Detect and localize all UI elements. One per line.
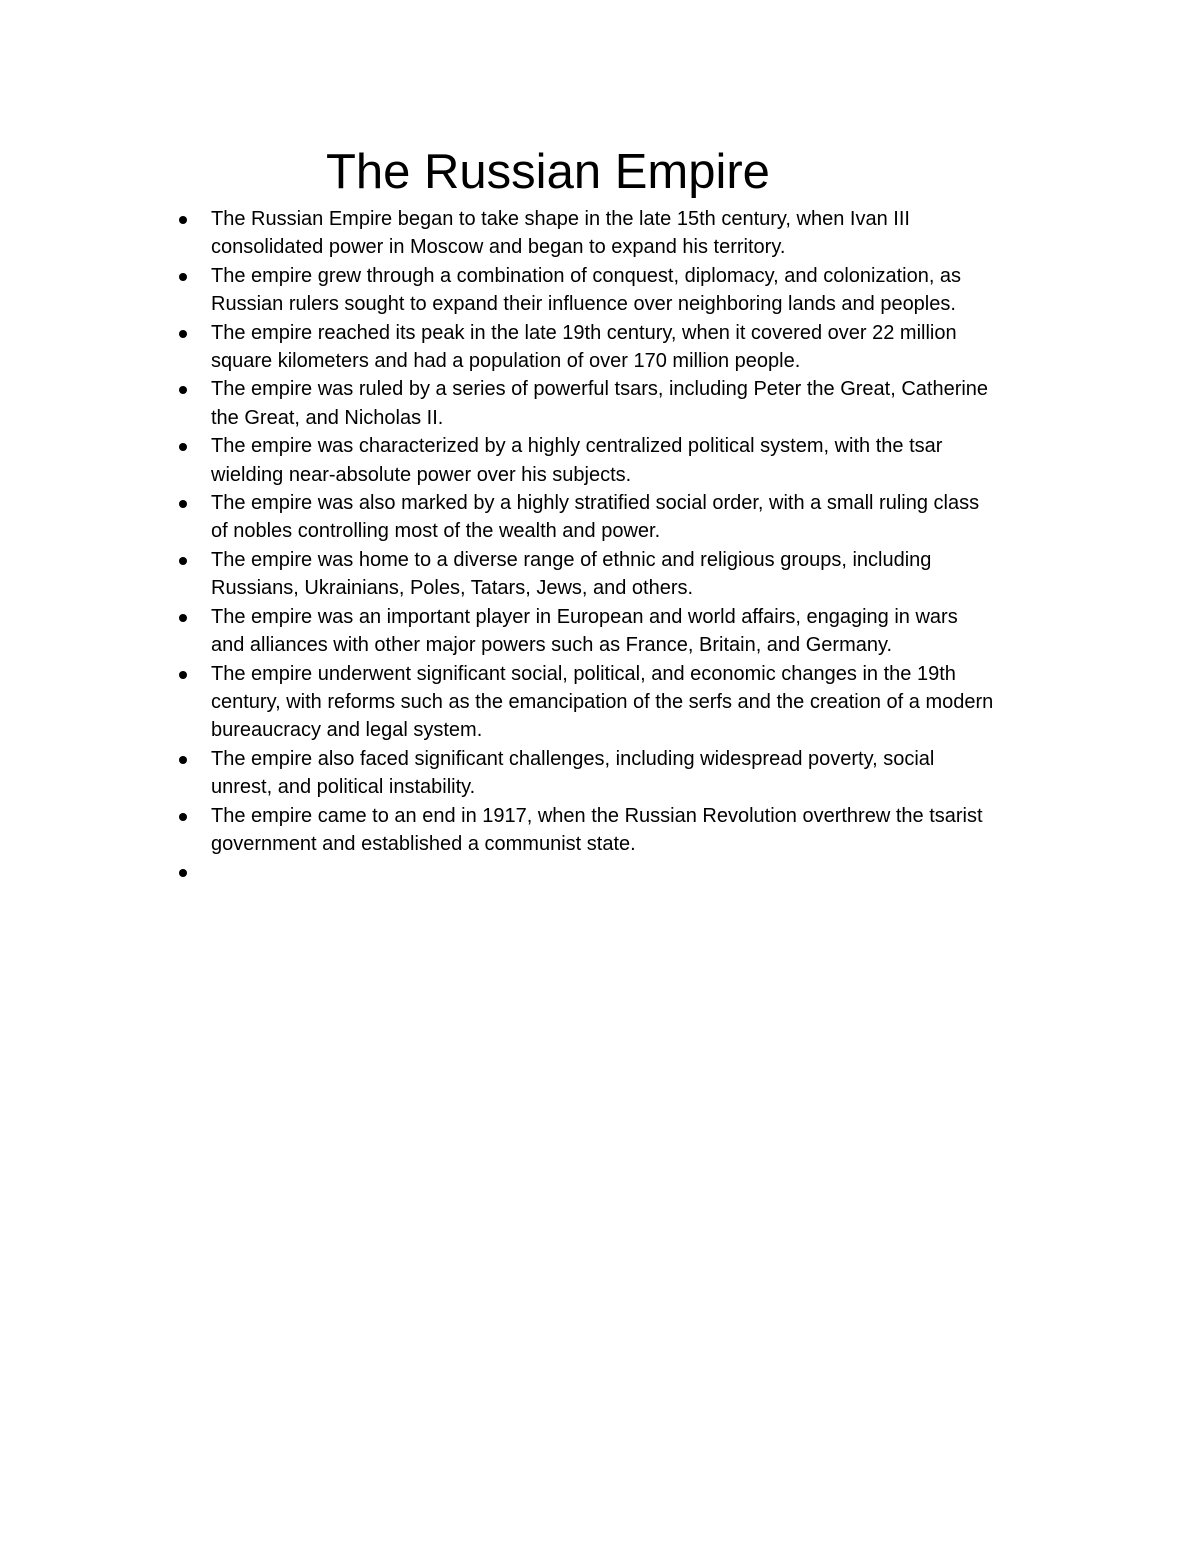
bullet-text: The empire was characterized by a highly centralized political system, with the tsar wielding near-absolute power over his subjects. — [211, 435, 943, 486]
bullet-text: The Russian Empire began to take shape in the late 15th century, when Ivan III consolidated power in Moscow and began to expand his territory. — [211, 208, 910, 259]
bullet-icon — [179, 273, 187, 281]
bullet-icon — [179, 443, 187, 451]
list-item — [176, 489, 1076, 546]
bullet-icon — [179, 216, 187, 224]
list-item — [176, 745, 1076, 802]
bullet-icon — [179, 614, 187, 622]
list-item — [176, 262, 1076, 319]
page-title: The Russian Empire — [326, 145, 770, 199]
bullet-text: The empire came to an end in 1917, when the Russian Revolution overthrew the tsarist government and established a communist state. — [211, 804, 983, 855]
bullet-text: The empire was an important player in European and world affairs, engaging in wars and alliances with other major powers such as France, Britain, and Germany. — [211, 605, 958, 657]
list-item — [176, 205, 1076, 262]
list-item — [176, 375, 1076, 432]
bullet-text: The empire was home to a diverse range of ethnic and religious groups, including Russians, Ukrainians, Poles, Tatars, Jews, and others. — [211, 548, 932, 600]
list-item — [176, 660, 1076, 745]
bullet-icon — [179, 386, 187, 394]
bullet-icon — [179, 500, 187, 508]
bullet-icon — [179, 813, 187, 821]
bullet-text: The empire underwent significant social, political, and economic changes in the 19th century, with reforms such as the emancipation of the serfs and the creation of a modern bureaucracy and legal system. — [211, 662, 994, 742]
list-item — [176, 546, 1076, 603]
bullet-text: The empire also faced significant challenges, including widespread poverty, social unrest, and political instability. — [211, 747, 935, 799]
bullet-text: The empire grew through a combination of conquest, diplomacy, and colonization, as Russian rulers sought to expand their influence over neighboring lands and peoples. — [211, 264, 962, 316]
bullet-icon — [179, 330, 187, 338]
bullet-text: The empire was also marked by a highly stratified social order, with a small ruling class of nobles controlling most of the wealth and power. — [211, 492, 980, 543]
list-item — [176, 802, 1076, 859]
bullet-text: The empire was ruled by a series of powerful tsars, including Peter the Great, Catherine the Great, and Nicholas II. — [211, 378, 989, 429]
bullet-icon — [179, 756, 187, 764]
bullet-icon — [179, 557, 187, 565]
bullet-list — [176, 205, 1076, 887]
bullet-text: The empire reached its peak in the late 19th century, when it covered over 22 million square kilometers and had a population of over 170 million people. — [211, 321, 957, 373]
list-item — [176, 319, 1076, 376]
list-item — [176, 603, 1076, 660]
bullet-icon — [179, 671, 187, 679]
list-item — [176, 432, 1076, 489]
list-item-empty — [176, 858, 1076, 886]
bullet-icon — [179, 869, 187, 877]
